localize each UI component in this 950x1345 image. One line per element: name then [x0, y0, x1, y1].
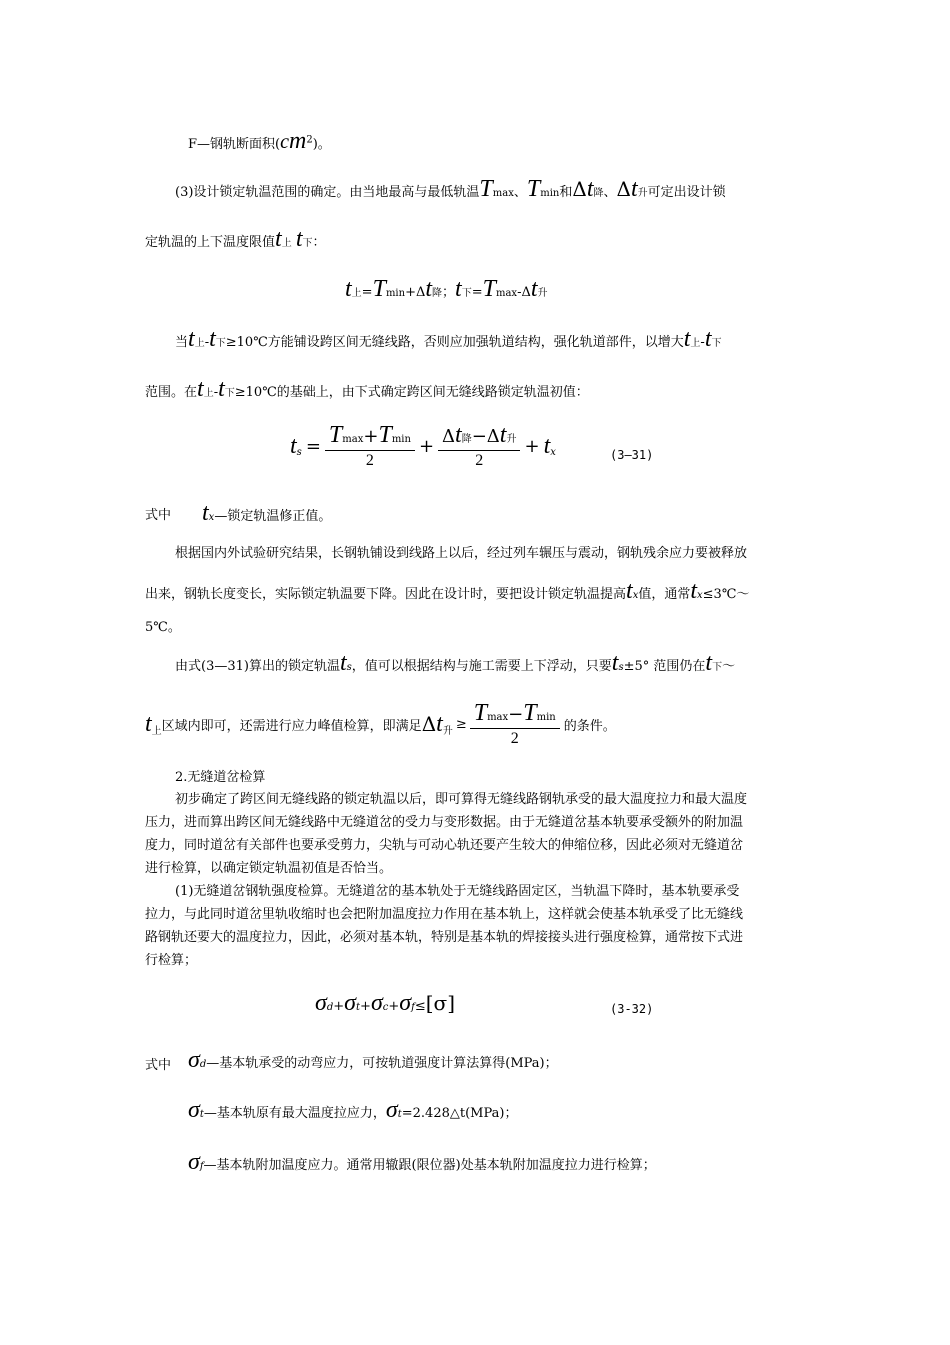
sub-s: s [618, 662, 624, 673]
sub-sheng: 升 [637, 188, 648, 199]
op-minus: - [204, 335, 210, 350]
sigma-d-def: —基本轨承受的动弯应力，可按轨道强度计算法算得(MPa)； [206, 1056, 558, 1071]
sub-xia: 下 [711, 338, 722, 349]
sym-t: t [145, 710, 152, 737]
research-text: 出来，钢轨长度变长，实际锁定轨温要下降。因此在设计时，要把设计锁定轨温提高 [145, 587, 627, 602]
sub-sheng: 升 [506, 434, 517, 445]
equation-number-3-32: (3-32) [610, 1002, 654, 1016]
float-text-3: ±5° 范围仍在 [623, 659, 706, 674]
section-2-title: 2.无缝道岔检算 [175, 770, 266, 785]
sec2-q4: 行检算； [145, 953, 198, 968]
sym-t: t [630, 176, 638, 202]
p3-tail: 可定出设计锁 [647, 185, 726, 200]
sym-t: t [209, 326, 216, 352]
sym-T: T [473, 700, 488, 726]
unit-c: c [280, 131, 289, 153]
sep: 、 [513, 185, 527, 200]
denominator: 2 [365, 452, 374, 469]
sym-t-xia: t [295, 226, 303, 252]
sym-t: t [704, 326, 712, 352]
research-text-3: ≤3℃～ [702, 587, 750, 602]
fraction-delta [438, 422, 520, 470]
sub-shang: 上 [351, 288, 362, 299]
op-eq: = [361, 285, 373, 300]
op-geq: ≥ [455, 716, 467, 732]
float-text-2: ，值可以根据结构与施工需要上下浮动，只要 [351, 659, 612, 674]
op-plus: + [363, 426, 379, 447]
limits-equation [345, 276, 548, 303]
sigma-c: σ [370, 990, 383, 1016]
sym-T: T [482, 276, 496, 302]
op-eq: = [471, 285, 483, 300]
sym-T: T [328, 422, 343, 448]
sym-t: t [188, 326, 195, 352]
sub-f: f [199, 1161, 204, 1172]
sub-x: x [550, 446, 556, 458]
sub-xia: 下 [215, 338, 226, 349]
tx-definition: —锁定轨温修正值。 [214, 509, 332, 524]
float-text-5: 的条件。 [563, 718, 616, 734]
colon: ： [312, 235, 326, 250]
p3-intro: (3)设计锁定轨温范围的确定。由当地最高与最低轨温 [175, 185, 480, 200]
op-plus: + [418, 435, 435, 457]
sub-jiang: 降 [461, 434, 472, 445]
range-text-2: ≥10℃的基础上，由下式确定跨区间无缝线路锁定轨温初值： [234, 385, 589, 400]
sym-T: T [523, 700, 537, 726]
sub-xia: 下 [224, 388, 235, 399]
sub-min: min [391, 434, 411, 445]
sigma-d: σ [315, 990, 327, 1016]
sub-min: min [385, 288, 406, 299]
op-plus: + [405, 285, 416, 300]
sym-tx: t [690, 578, 698, 604]
op-minus: - [517, 285, 522, 300]
float-text-4: 区域内即可，还需进行应力峰值检算，即满足 [161, 718, 422, 734]
sub-s: s [296, 446, 302, 458]
sub-shang: 上 [690, 338, 701, 349]
f-definition-close: )。 [312, 137, 331, 152]
sub-sheng: 升 [537, 288, 548, 299]
def-sigma-f [188, 1149, 656, 1176]
p3-line2-text: 定轨温的上下温度限值 [145, 235, 276, 250]
delta: Δ [572, 177, 587, 201]
sub-t: t [397, 1109, 402, 1120]
equation-number-3-31: (3—31) [610, 448, 654, 462]
p3-line2 [145, 226, 326, 253]
sub-x: x [697, 590, 703, 601]
research-line1: 根据国内外试验研究结果，长钢轨铺设到线路上以后，经过列车辗压与震动，钢轨残余应力要被释放 [175, 546, 748, 561]
sym-t: t [455, 422, 462, 448]
sub-sheng: 升 [442, 725, 453, 737]
f-definition-text: F—钢轨断面积( [188, 137, 281, 152]
sec2-q1: (1)无缝道岔钢轨强度检算。无缝道岔的基本轨处于无缝线路固定区，当轨温下降时，基本轨要承受 [175, 884, 740, 899]
sym-ts: t [339, 650, 347, 676]
sub-xia: 下 [302, 238, 313, 249]
sec2-p3: 度力，同时道岔有关部件也要承受剪力，尖轨与可动心轨还要产生较大的伸缩位移，因此必须对无缝道岔 [145, 838, 744, 853]
denominator: 2 [510, 730, 519, 747]
where-tx [145, 504, 171, 523]
sub-jiang: 降 [593, 188, 604, 199]
research-text-2: 值，通常 [638, 587, 691, 602]
sym-t: t [425, 276, 433, 302]
denominator: 2 [475, 452, 484, 469]
f-definition-line [188, 128, 331, 155]
op-leq: ≤ [414, 999, 426, 1014]
sigma-f: σ [399, 990, 412, 1016]
range-line [145, 376, 589, 403]
sigma-f: σ [188, 1149, 200, 1175]
float-line1 [175, 650, 735, 677]
sec2-p2: 压力，进而算出跨区间无缝线路中无缝道岔的受力与变形数据。由于无缝道岔基本轨要承受额外的附加温 [145, 815, 744, 830]
op-eq: = [305, 435, 321, 457]
sep: 、 [603, 185, 617, 200]
sub-s: s [346, 662, 352, 673]
allowable-stress: [σ] [425, 991, 456, 1015]
sym-t: t [455, 276, 462, 302]
sigma-t: σ [385, 1097, 398, 1123]
unit-exponent: 2 [306, 134, 313, 146]
float-text: 由式(3—31)算出的锁定轨温 [175, 659, 340, 674]
sym-tx: t [543, 432, 551, 459]
sym-T: T [372, 276, 386, 302]
sigma-f-def: —基本轨附加温度应力。通常用辙跟(限位器)处基本轨附加温度拉力进行检算； [203, 1158, 656, 1173]
sigma-t: σ [344, 990, 356, 1016]
sym-t: t [683, 326, 691, 352]
equation-3-32 [315, 990, 455, 1017]
sym-ts: t [611, 650, 619, 676]
sym-t: t [197, 376, 204, 402]
where-label: 式中 [145, 508, 172, 523]
sigma-t: σ [188, 1097, 200, 1123]
delta: Δ [442, 426, 456, 447]
sub-shang: 上 [151, 725, 162, 737]
sec2-q3: 路钢轨还要大的温度拉力，因此，必须对基本轨，特别是基本轨的焊接接头进行强度检算，通常按下式进 [145, 930, 744, 945]
sub-max: max [495, 288, 518, 299]
sym-t: t [436, 710, 443, 737]
sec2-p4: 进行检算，以确定锁定轨温初值是否恰当。 [145, 861, 393, 876]
sym-tmax: T [479, 176, 493, 202]
float-tilde: ～ [722, 659, 736, 674]
delta: Δ [521, 285, 531, 300]
op-minus: − [508, 704, 524, 725]
where-label-2: 式中 [145, 1058, 172, 1073]
fraction-condition [470, 700, 560, 748]
when-text: 当 [175, 335, 189, 350]
sym-t: t [586, 176, 594, 202]
sigma-d: σ [188, 1047, 200, 1073]
sub-d: d [326, 1002, 334, 1013]
def-sigma-t [188, 1097, 517, 1124]
p3-line1 [175, 176, 726, 203]
def-sigma-d [188, 1047, 558, 1074]
sym-tx: t [202, 500, 209, 526]
where-tx-def [202, 500, 331, 527]
sub-xia: 下 [461, 288, 472, 299]
sub-x: x [208, 512, 215, 523]
op-minus: − [471, 426, 487, 447]
sec2-p1: 初步确定了跨区间无缝线路的锁定轨温以后，即可算得无缝线路钢轨承受的最大温度拉力和最大温度 [175, 792, 748, 807]
sec2-q2: 拉力，与此同时道岔里轨收缩时也会把附加温度拉力作用在基本轨上，这样就会使基本轨承受了比无缝线 [145, 907, 744, 922]
sub-x: x [632, 590, 639, 601]
sub-min: min [536, 712, 556, 723]
op-minus: - [213, 385, 219, 400]
op-plus: + [360, 999, 371, 1014]
delta: Δ [421, 712, 437, 736]
sub-shang: 上 [203, 388, 214, 399]
sub-shang: 上 [281, 238, 292, 249]
sym-tx: t [626, 578, 633, 604]
sym-t-shang: t [275, 226, 282, 252]
delta: Δ [486, 426, 500, 447]
sym-t: t [705, 650, 713, 676]
unit-m: m [288, 128, 307, 154]
delta: Δ [415, 285, 426, 300]
delta: Δ [616, 177, 631, 201]
sub-min: min [540, 188, 560, 199]
fraction-tmax-tmin [325, 422, 415, 470]
sigma-t-def: —基本轨原有最大温度拉应力， [203, 1106, 386, 1121]
sub-jiang: 降 [432, 288, 443, 299]
op-plus: + [333, 999, 345, 1014]
sub-max: max [492, 188, 514, 199]
float-line2 [145, 700, 616, 748]
research-line3: 5℃。 [145, 620, 181, 635]
op-minus: - [700, 335, 705, 350]
sub-t: t [199, 1109, 204, 1120]
sub-max: max [487, 712, 509, 723]
sub-t: t [356, 1002, 361, 1013]
sigma-t-formula: =2.428△t(MPa)； [401, 1106, 518, 1121]
sym-t: t [530, 276, 538, 302]
sym-ts: t [290, 432, 297, 459]
sym-t: t [499, 422, 507, 448]
sym-t: t [345, 276, 352, 302]
when-text-2: ≥10℃方能铺设跨区间无缝线路，否则应加强轨道结构，强化轨道部件，以增大 [225, 335, 684, 350]
and: 和 [559, 185, 573, 200]
sub-c: c [382, 1002, 389, 1013]
research-line2 [145, 578, 749, 605]
sym-tmin: T [526, 176, 541, 202]
equation-3-31 [290, 422, 556, 470]
op-plus: + [524, 435, 540, 457]
sub-max: max [342, 434, 364, 445]
op-plus: + [388, 999, 400, 1014]
sym-T: T [378, 422, 392, 448]
semicolon: ； [442, 285, 456, 300]
sub-shang: 上 [194, 338, 205, 349]
sub-f: f [411, 1002, 415, 1013]
when-line [175, 326, 722, 353]
sub-d: d [199, 1059, 207, 1070]
sym-t: t [218, 376, 225, 402]
range-text: 范围。在 [145, 385, 198, 400]
sub-xia: 下 [712, 662, 723, 673]
